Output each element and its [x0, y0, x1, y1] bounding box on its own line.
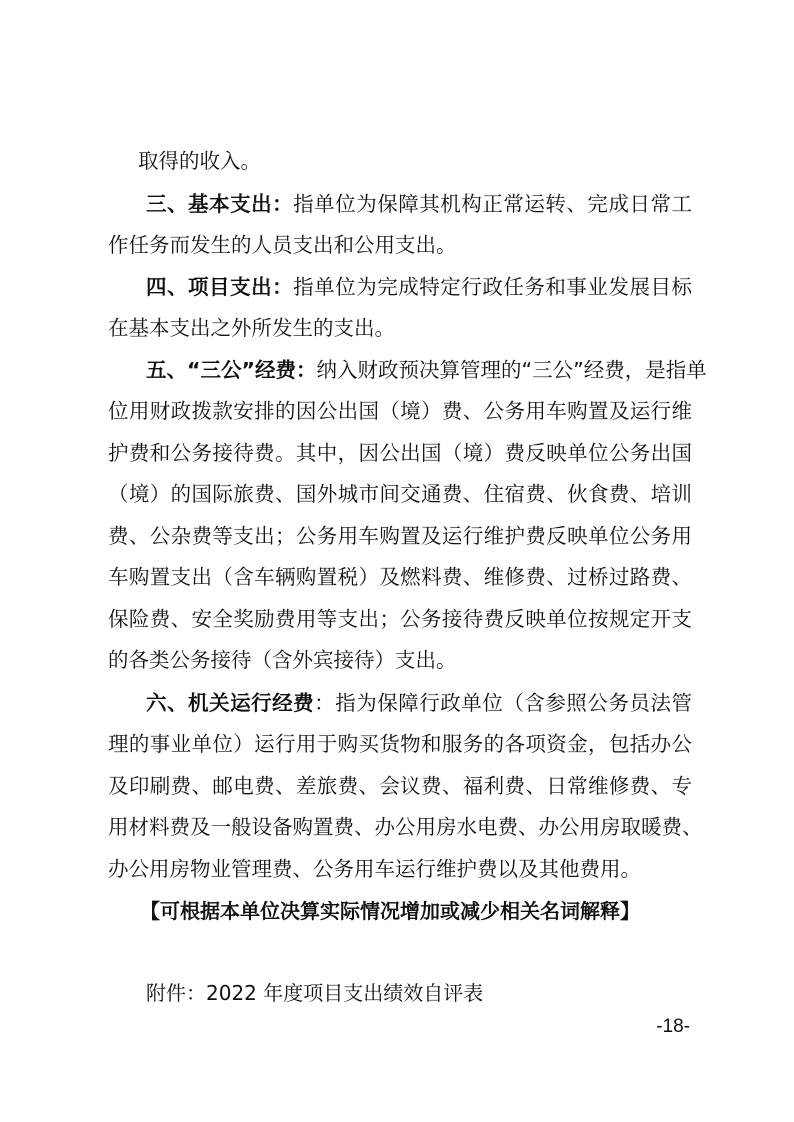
section-agency-line-5: 办公用房物业管理费、公务用车运行维护费以及其他费用。 [108, 857, 641, 881]
section-basic-line-1: 三、基本支出：指单位为保障其机构正常运转、完成日常工 [146, 192, 692, 216]
section-agency-line-1: 六、机关运行经费：指为保障行政单位（含参照公务员法管 [146, 691, 693, 715]
editor-note: 【可根据本单位决算实际情况增加或减少相关名词解释】 [140, 899, 640, 923]
section-three-public-line-8: 的各类公务接待（含外宾接待）支出。 [108, 648, 457, 672]
section-agency-line-3: 及印刷费、邮电费、差旅费、会议费、福利费、日常维修费、专 [108, 774, 692, 798]
section-basic-line-2: 作任务而发生的人员支出和公用支出。 [108, 233, 457, 257]
page-number: -18- [656, 1016, 690, 1037]
section-agency-line-2: 理的事业单位）运行用于购买货物和服务的各项资金，包括办公 [108, 732, 692, 756]
section-project-line-1: 四、项目支出：指单位为完成特定行政任务和事业发展目标 [146, 275, 692, 299]
section-three-public-line-1: 五、“三公”经费：纳入财政预决算管理的“三公”经费，是指单 [146, 358, 707, 382]
section-three-public-line-3: 护费和公务接待费。其中，因公出国（境）费反映单位公务出国 [108, 441, 692, 465]
section-three-public-heading: 五、“三公”经费： [146, 358, 317, 382]
section-agency-heading: 六、机关运行经费 [146, 691, 315, 715]
section-three-public-line-4: （境）的国际旅费、国外城市间交通费、住宿费、伙食费、培训 [108, 482, 692, 506]
section-project-line-2: 在基本支出之外所发生的支出。 [108, 316, 395, 340]
section-three-public-line-6: 车购置支出（含车辆购置税）及燃料费、维修费、过桥过路费、 [108, 565, 692, 589]
section-agency-line-4: 用材料费及一般设备购置费、办公用房水电费、办公用房取暖费、 [108, 815, 703, 839]
intro-tail: 取得的收入。 [138, 149, 261, 173]
section-project-heading: 四、项目支出： [146, 275, 294, 299]
attachment-line: 附件：2022 年度项目支出绩效自评表 [146, 981, 484, 1005]
section-three-public-line-5: 费、公杂费等支出；公务用车购置及运行维护费反映单位公务用 [108, 524, 692, 548]
section-three-public-line-7: 保险费、安全奖励费用等支出；公务接待费反映单位按规定开支 [108, 607, 692, 631]
section-three-public-line-2: 位用财政拨款安排的因公出国（境）费、公务用车购置及运行维 [108, 399, 692, 423]
section-basic-heading: 三、基本支出： [146, 192, 294, 216]
